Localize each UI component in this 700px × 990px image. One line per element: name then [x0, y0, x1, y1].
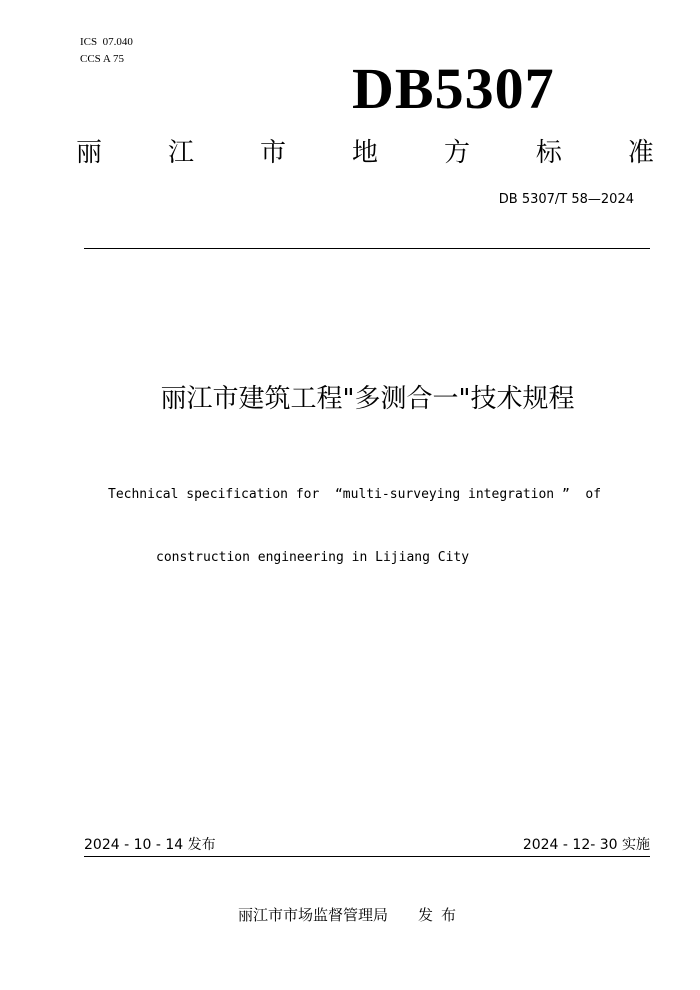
- ccs-code: CCS A 75: [80, 53, 125, 65]
- issue-date: 2024 - 10 - 14 发布: [84, 837, 216, 853]
- standard-kind-char: 标: [535, 138, 562, 168]
- issuer-name: 丽江市市场监督管理局: [238, 906, 389, 924]
- issuing-authority: [238, 905, 464, 925]
- chinese-title: 丽江市建筑工程"多测合一"技术规程: [160, 384, 575, 414]
- standard-kind-char: 准: [627, 138, 654, 168]
- db-code-logo: DB5307: [352, 56, 555, 121]
- standard-kind-char: 方: [443, 138, 470, 168]
- english-title-line: construction engineering in Lijiang City: [156, 550, 470, 565]
- issue-action: 发布: [418, 906, 465, 924]
- standard-kind-heading: [76, 138, 654, 168]
- standard-kind-char: 江: [167, 138, 194, 168]
- implementation-date: 2024 - 12- 30 实施: [522, 837, 650, 853]
- standard-kind-char: 丽: [76, 138, 103, 168]
- standard-kind-char: 市: [259, 138, 286, 168]
- standard-number: DB 5307/T 58—2024: [498, 192, 634, 207]
- classification-codes: [80, 34, 133, 68]
- standard-kind-char: 地: [351, 138, 378, 168]
- english-title: [108, 442, 638, 610]
- top-divider: [84, 248, 650, 249]
- bottom-divider: [84, 856, 650, 857]
- ics-code: ICS 07.040: [80, 36, 133, 48]
- english-title-line: Technical specification for “multi-surveying integration ” of: [108, 487, 602, 502]
